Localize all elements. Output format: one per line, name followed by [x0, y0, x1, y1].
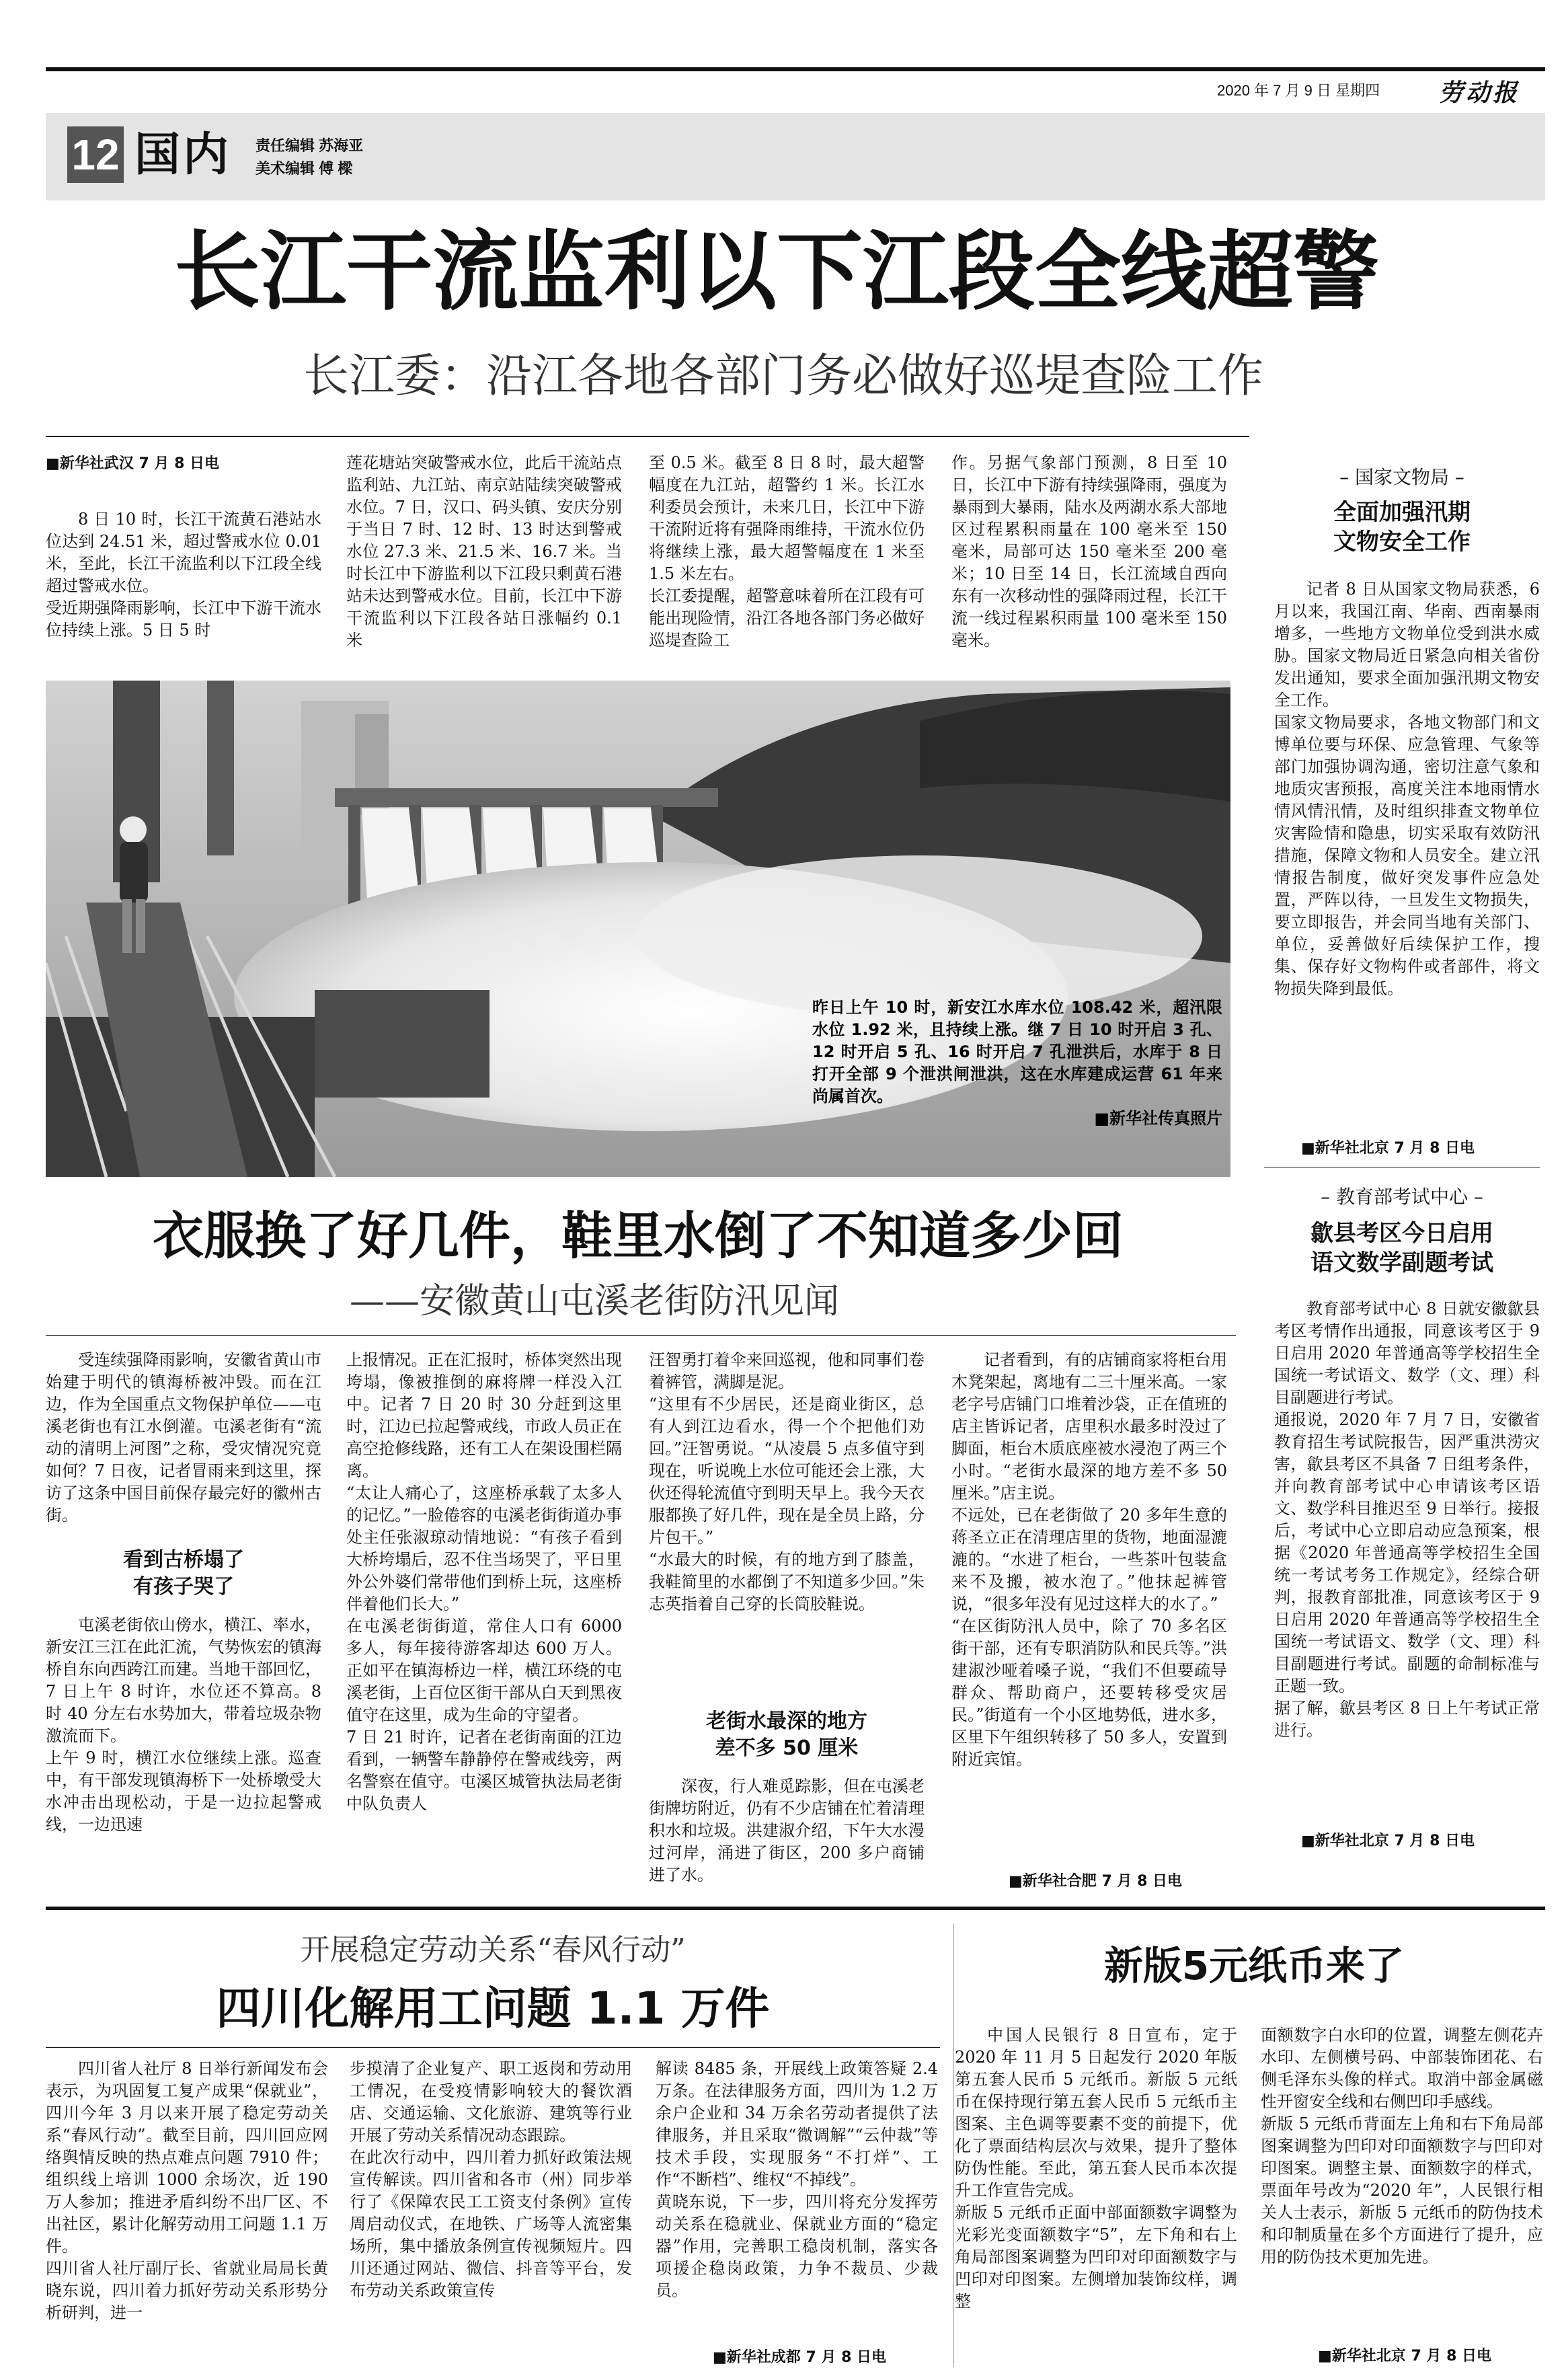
newspaper-logo: 劳动报	[1439, 79, 1520, 107]
bottom-section-rule	[46, 1907, 1545, 1910]
editor-credit: 责任编辑 苏海亚	[256, 137, 364, 154]
lead-col-2: 莲花塘站突破警戒水位，此后干流站点监利站、九江站、南京站陆续突破警戒水位。7 日，汉口、码头镇、安庆分别于当日 7 时、12 时、13 时达到警戒水位 27.3 米、21.5 米、16.7 米。当时长江中下游监利以下江段只剩黄石港站未达到警戒水位。目前，长江中下游干流监利以下江段各站日涨幅约 0.1 米	[346, 453, 622, 650]
exam-dateline: ■新华社北京 7 月 8 日电	[1301, 1833, 1475, 1849]
lead-col-4: 作。另据气象部门预测，8 日至 10 日，长江中下游有持续强降雨，强度为暴雨到大暴雨，陆水及两湖水系大部地区过程累积雨量在 100 毫米至 150 毫米，局部可达 150 毫米至 200 毫米；10 日至 14 日，长江流域自西向东有一次移动性的强降雨过程，长江干流一线过程累积雨量 100 毫米至 150 毫米。	[951, 453, 1227, 650]
lead-col-1: 8 日 10 时，长江干流黄石港站水位达到 24.51 米，超过警戒水位 0.01 米，至此，长江干流监利以下江段全线超过警戒水位。 受近期强降雨影响，长江中下游干流水位持续上涨。5 日 5 时	[46, 510, 321, 640]
lead-col-3: 至 0.5 米。截至 8 日 8 时，最大超警幅度在九江站，超警约 1 米。长江水利委员会预计，未来几日，长江中下游干流附近将有强降雨维持，干流水位仍将继续上涨，最大超警幅度在 1 米至 1.5 米左右。 长江委提醒，超警意味着所在江段有可能出现险情，沿江各地各部门务必做好巡堤查险工	[649, 453, 925, 650]
issue-date: 2020 年 7 月 9 日 星期四	[1217, 82, 1380, 99]
relic-body: 记者 8 日从国家文物局获悉，6 月以来，我国江南、华南、西南暴雨增多，一些地方文物单位受到洪水威胁。国家文物局近日紧急向相关省份发出通知，要求全面加强汛期文物安全工作。 国家文物局要求，各地文物部门和文博单位要与环保、应急管理、气象等部门加强协调沟通，密切注意气象和地质灾害预报，高度关注本地雨情水情风情汛情，及时组织排查文物单位灾害险情和隐患，切实采取有效防汛措施，保障文物和人员安全。建立汛情报告制度，做好突发事件应急处置，严阵以待，一旦发生文物损失，要立即报告，并会同当地有关部门、单位，妥善做好后续保护工作，搜集、保存好文物构件或者部件，将文物损失降到最低。	[1274, 580, 1540, 998]
rmb-divider	[953, 1923, 954, 2367]
photo-caption-text: 昨日上午 10 时，新安江水库水位 108.42 米，超汛限水位 1.92 米，且持续上涨。继 7 日 10 时开启 3 孔、12 时开启 5 孔、16 时开启 7 孔泄洪后，水库于 8 日打开全部 9 个泄洪闸泄洪，这在水库建成运营 61 年来尚属首次。	[812, 998, 1222, 1106]
tunxi-col-3b: 深夜，行人难觅踪影，但在屯溪老街牌坊附近，仍有不少店铺在忙着清理积水和垃圾。洪建淑介绍，下午大水漫过河岸，涌进了街区，200 多户商铺进了水。	[649, 1777, 925, 1884]
section-bar	[46, 113, 1545, 200]
top-rule	[46, 67, 1545, 71]
sichuan-col-3: 解读 8485 条，开展线上政策答疑 2.4 万条。在法律服务方面，四川为 1.2 万余户企业和 34 万余名劳动者提供了法律服务，并且采取“微调解”“云仲裁”等技术手段，实现服务“不打烊”、工作“不断档”、维权“不掉线”。 黄晓东说，下一步，四川将充分发挥劳动关系在稳就业、保就业方面的“稳定器”作用，完善职工稳岗机制，落实各项援企稳岗政策，力争不裁员、少裁员。	[656, 2059, 938, 2300]
art-editor-credit: 美术编辑 傅 樑	[256, 160, 353, 177]
sichuan-dateline: ■新华社成都 7 月 8 日电	[713, 2349, 887, 2366]
exam-body: 教育部考试中心 8 日就安徽歙县考区考情作出通报，同意该考区于 9 日启用 2020 年普通高等学校招生全国统一考试语文、数学（文、理）科目副题进行考试。 通报说，2020 年 7 月 7 日，安徽省教育招生考试院报告，因严重洪涝灾害，歙县考区不具备 7 日组考条件，并向教育部考试中心申请该考区语文、数学科目推迟至 9 日举行。接报后，考试中心立即启动应急预案，根据《2020 年普通高等学校招生全国统一考试考务工作规定》，经综合研判，报教育部批准，同意该考区于 9 日启用 2020 年普通高等学校招生全国统一考试语文、数学（文、理）科目副题进行考试。副题的命制标准与正题一致。 据了解，歙县考区 8 日上午考试正常进行。	[1274, 1299, 1540, 1740]
relic-tag: – 国家文物局 –	[1339, 466, 1464, 488]
photo-credit: ■新华社传真照片	[1094, 1109, 1222, 1128]
tunxi-subhead-1: 看到古桥塌了 有孩子哭了	[123, 1548, 244, 1599]
exam-tag: – 教育部考试中心 –	[1321, 1186, 1483, 1208]
sichuan-col-1: 四川省人社厅 8 日举行新闻发布会表示，为巩固复工复产成果“保就业”，四川今年 3 月以来开展了稳定劳动关系“春风行动”。截至目前，四川回应网络舆情反映的热点难点问题 7910 件；组织线上培训 1000 余场次，近 190 万人参加；推进矛盾纠纷不出厂区、不出社区，累计化解劳动用工问题 1.1 万件。 四川省人社厅副厅长、省就业局局长黄晓东说，四川着力抓好劳动关系形势分析研判，进一	[46, 2059, 328, 2322]
tunxi-col-4: 记者看到，有的店铺商家将柜台用木凳架起，离地有二三十厘米高。一家老字号店铺门口堆着沙袋，正在值班的店主皆诉记者，店里积水最多时没过了脚面，柜台木质底座被水浸泡了两三个小时。“老街水最深的地方差不多 50 厘米。”店主说。 不远处，已在老街做了 20 多年生意的蒋圣立正在清理店里的货物，地面湿漉漉的。“水进了柜台，一些茶叶包装盒来不及搬，被水泡了。”他抹起裤管说，“很多年没有见过这样大的水了。” “在区街防汛人员中，除了 70 多名区街干部，还有专职消防队和民兵等。”洪建淑沙哑着嗓子说，“我们不但要疏导群众、帮助商户，还要转移受灾居民。”街道有一个小区地势低，进水多，区里下午组织转移了 50 多人，安置到附近宾馆。	[951, 1350, 1227, 1769]
exam-headline: 歙县考区今日启用 语文数学副题考试	[1310, 1220, 1493, 1276]
photo-caption	[812, 997, 1222, 1130]
dam-photo	[46, 681, 1230, 1177]
tunxi-rule	[46, 1335, 1236, 1336]
rmb-dateline: ■新华社北京 7 月 8 日电	[1318, 2348, 1492, 2365]
page-number: 12	[67, 126, 124, 183]
sichuan-col-2: 步摸清了企业复产、职工返岗和劳动用工情况，在受疫情影响较大的餐饮酒店、交通运输、文化旅游、建筑等行业开展了劳动关系情况动态跟踪。 在此次行动中，四川着力抓好政策法规宣传解读。四川省和各市（州）同步举行了《保障农民工工资支付条例》宣传周启动仪式，在地铁、广场等人流密集场所，集中播放条例宣传视频短片。四川还通过网站、微信、抖音等平台，发布劳动关系政策宣传	[350, 2059, 632, 2300]
sichuan-rule	[46, 2047, 940, 2048]
lead-subheadline: 长江委：沿江各地各部门务必做好巡堤查险工作	[303, 350, 1263, 403]
lead-headline: 长江干流监利以下江段全线超警	[173, 222, 1379, 322]
lead-dateline: ■新华社武汉 7 月 8 日电	[46, 455, 220, 472]
tunxi-col-1a: 受连续强降雨影响，安徽省黄山市始建于明代的镇海桥被冲毁。而在江边，作为全国重点文物保护单位——屯溪老街也有江水倒灌。屯溪老街有“流动的清明上河图”之称，受灾情况究竟如何？7 日夜，记者冒雨来到这里，探访了这条中国目前保存最完好的徽州古街。	[46, 1350, 321, 1525]
tunxi-headline: 衣服换了好几件，鞋里水倒了不知道多少回	[153, 1206, 1124, 1266]
tunxi-subhead-2: 老街水最深的地方 差不多 50 厘米	[706, 1710, 867, 1760]
tunxi-col-2: 上报情况。正在汇报时，桥体突然出现垮塌，像被推倒的麻将牌一样没入江中。记者 7 日 20 时 30 分赶到这里时，江边已拉起警戒线，市政人员正在高空抢修线路，还有工人在架设围栏隔离。 “太让人痛心了，这座桥承载了太多人的记忆。”一脸倦容的屯溪老街街道办事处主任张淑琼动情地说：“有孩子看到大桥垮塌后，忍不住当场哭了，平日里外公外婆们常带他们到桥上玩，这座桥伴着他们长大。” 在屯溪老街街道，常住人口有 6000 多人，每年接待游客却达 600 万人。正如平在镇海桥边一样，横江环绕的屯溪老街，上百位区街干部从白天到黑夜值守在这里，成为生命的守望者。 7 日 21 时许，记者在老街南面的江边看到，一辆警车静静停在警戒线旁，两名警察在值守。屯溪区城管执法局老街中队负责人	[346, 1350, 622, 1813]
sichuan-headline: 四川化解用工问题 1.1 万件	[216, 1983, 770, 2034]
rmb-col-2: 面额数字白水印的位置，调整左侧花卉水印、左侧横号码、中部装饰团花、右侧毛泽东头像的样式。取消中部金属磁性开窗安全线和右侧凹印手感线。 新版 5 元纸币背面左上角和右下角局部图案调整为凹印对印面额数字与凹印对印图案。调整主景、面额数字的样式，票面年号改为“2020 年”，人民银行相关人士表示，新版 5 元纸币的防伪技术和印制质量在多个方面进行了提升，应用的防伪技术更加先进。	[1261, 2026, 1543, 2266]
sichuan-pretitle: 开展稳定劳动关系“春风行动”	[300, 1933, 686, 1967]
relic-dateline: ■新华社北京 7 月 8 日电	[1301, 1140, 1475, 1157]
section-name: 国内	[134, 128, 232, 182]
tunxi-subheadline: ——安徽黄山屯溪老街防汛见闻	[350, 1281, 840, 1321]
tunxi-col-3a: 汪智勇打着伞来回巡视，他和同事们卷着裤管，满脚是泥。 “这里有不少居民，还是商业街区，总有人到江边看水，得一个个把他们劝回。”汪智勇说。“从凌晨 5 点多值守到现在，听说晚上水位可能还会上涨，大伙还得轮流值守到明天早上。我今天衣服都换了好几件，现在是全员上路，分片包干。” “水最大的时候，有的地方到了膝盖，我鞋简里的水都倒了不知道多少回。”朱志英指着自己穿的长筒胶鞋说。	[649, 1350, 925, 1613]
tunxi-dateline: ■新华社合肥 7 月 8 日电	[1009, 1873, 1183, 1890]
tunxi-col-1b: 屯溪老街依山傍水，横江、率水，新安江三江在此汇流，气势恢宏的镇海桥自东向西跨江而建。当地干部回忆，7 日上午 8 时许，水位还不算高。8 时 40 分左右水势加大，带着垃圾杂物激流而下。 上午 9 时，横江水位继续上涨。巡查中，有干部发现镇海桥下一处桥墩受大水冲击出现松动，于是一边拉起警戒线，一边迅速	[46, 1615, 321, 1834]
rmb-col-1: 中国人民银行 8 日宣布，定于 2020 年 11 月 5 日起发行 2020 年版第五套人民币 5 元纸币。新版 5 元纸币在保持现行第五套人民币 5 元纸币主图案、主色调等要素不变的前提下，优化了票面结构层次与效果，提升了整体防伪性能。至此，第五套人民币本次提升工作宣告完成。 新版 5 元纸币正面中部面额数字调整为光彩光变面额数字“5”，左下角和右上角局部图案调整为凹印对印面额数字与凹印对印图案。左侧增加装饰纹样，调整	[955, 2026, 1237, 2311]
relic-headline: 全面加强汛期 文物安全工作	[1333, 499, 1471, 555]
rmb-headline: 新版5元纸币来了	[1103, 1943, 1405, 1989]
lead-rule	[46, 436, 1249, 437]
